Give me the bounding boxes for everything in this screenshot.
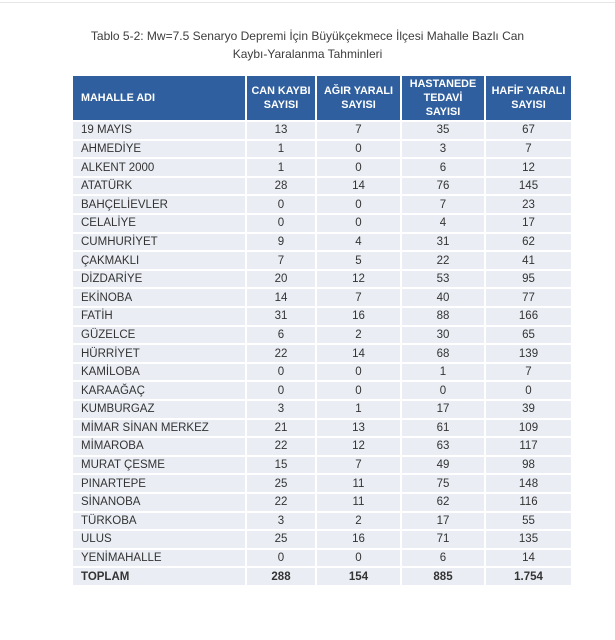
cell-value: 5 <box>317 252 400 269</box>
cell-value: 41 <box>486 252 571 269</box>
cell-value: 55 <box>486 513 571 530</box>
column-header: CAN KAYBI SAYISI <box>247 76 315 120</box>
cell-mahalle-adi: DİZDARİYE <box>73 271 245 288</box>
cell-value: 65 <box>486 327 571 344</box>
cell-mahalle-adi: YENİMAHALLE <box>73 550 245 567</box>
cell-value: 17 <box>402 401 484 418</box>
cell-mahalle-adi: ALKENT 2000 <box>73 159 245 176</box>
column-header: HASTANEDE TEDAVİ SAYISI <box>402 76 484 120</box>
cell-value: 0 <box>247 215 315 232</box>
cell-value: 116 <box>486 494 571 511</box>
cell-value: 6 <box>247 327 315 344</box>
cell-mahalle-adi: ULUS <box>73 531 245 548</box>
table-row <box>73 308 571 325</box>
table-row <box>73 196 571 213</box>
table-row <box>73 178 571 195</box>
table-header-row <box>73 76 571 120</box>
cell-value: 7 <box>317 457 400 474</box>
cell-value: 0 <box>317 382 400 399</box>
cell-mahalle-adi: TÜRKOBA <box>73 513 245 530</box>
cell-value: 1.754 <box>486 568 571 585</box>
cell-value: 0 <box>247 550 315 567</box>
cell-value: 3 <box>247 513 315 530</box>
table-row <box>73 364 571 381</box>
cell-value: 7 <box>317 289 400 306</box>
cell-value: 0 <box>247 364 315 381</box>
cell-value: 117 <box>486 438 571 455</box>
cell-value: 0 <box>486 382 571 399</box>
table-row <box>73 531 571 548</box>
cell-value: 4 <box>402 215 484 232</box>
cell-mahalle-adi: ÇAKMAKLI <box>73 252 245 269</box>
cell-mahalle-adi: CUMHURİYET <box>73 234 245 251</box>
cell-value: 0 <box>317 159 400 176</box>
cell-value: 17 <box>402 513 484 530</box>
cell-value: 135 <box>486 531 571 548</box>
cell-value: 22 <box>247 438 315 455</box>
cell-value: 2 <box>317 327 400 344</box>
cell-value: 67 <box>486 122 571 139</box>
page-top-border <box>0 2 615 3</box>
cell-value: 40 <box>402 289 484 306</box>
cell-value: 25 <box>247 475 315 492</box>
cell-mahalle-adi: HÜRRİYET <box>73 345 245 362</box>
column-header: HAFİF YARALI SAYISI <box>486 76 571 120</box>
cell-value: 71 <box>402 531 484 548</box>
cell-value: 7 <box>402 196 484 213</box>
cell-value: 12 <box>317 271 400 288</box>
cell-value: 17 <box>486 215 571 232</box>
table-row <box>73 457 571 474</box>
cell-value: 13 <box>247 122 315 139</box>
cell-value: 61 <box>402 420 484 437</box>
table-row <box>73 122 571 139</box>
cell-value: 0 <box>247 196 315 213</box>
cell-value: 88 <box>402 308 484 325</box>
cell-value: 154 <box>317 568 400 585</box>
casualty-table <box>71 74 573 587</box>
table-caption-line-1: Tablo 5-2: Mw=7.5 Senaryo Depremi İçin Büyükçekmece İlçesi Mahalle Bazlı Can <box>90 29 525 43</box>
cell-value: 148 <box>486 475 571 492</box>
cell-value: 22 <box>247 345 315 362</box>
cell-value: 15 <box>247 457 315 474</box>
cell-value: 7 <box>317 122 400 139</box>
cell-value: 1 <box>247 159 315 176</box>
cell-value: 12 <box>317 438 400 455</box>
cell-mahalle-adi: BAHÇELİEVLER <box>73 196 245 213</box>
cell-value: 13 <box>317 420 400 437</box>
cell-value: 22 <box>247 494 315 511</box>
cell-value: 0 <box>317 215 400 232</box>
cell-value: 2 <box>317 513 400 530</box>
table-row <box>73 382 571 399</box>
table-row <box>73 494 571 511</box>
cell-value: 16 <box>317 531 400 548</box>
cell-value: 16 <box>317 308 400 325</box>
cell-value: 30 <box>402 327 484 344</box>
cell-mahalle-adi: MURAT ÇESME <box>73 457 245 474</box>
table-body <box>73 122 571 585</box>
cell-value: 1 <box>247 141 315 158</box>
cell-value: 7 <box>247 252 315 269</box>
cell-value: 35 <box>402 122 484 139</box>
table-row <box>73 159 571 176</box>
cell-value: 3 <box>402 141 484 158</box>
cell-value: 4 <box>317 234 400 251</box>
cell-value: 25 <box>247 531 315 548</box>
cell-mahalle-adi: AHMEDİYE <box>73 141 245 158</box>
cell-value: 31 <box>247 308 315 325</box>
column-header: MAHALLE ADI <box>73 76 245 120</box>
table-row <box>73 215 571 232</box>
cell-value: 145 <box>486 178 571 195</box>
cell-mahalle-adi: ATATÜRK <box>73 178 245 195</box>
cell-mahalle-adi: SİNANOBA <box>73 494 245 511</box>
cell-value: 1 <box>317 401 400 418</box>
cell-value: 28 <box>247 178 315 195</box>
table-row <box>73 438 571 455</box>
cell-value: 77 <box>486 289 571 306</box>
table-row <box>73 401 571 418</box>
table-row <box>73 327 571 344</box>
table-row <box>73 271 571 288</box>
cell-value: 139 <box>486 345 571 362</box>
cell-value: 0 <box>317 550 400 567</box>
table-row <box>73 289 571 306</box>
cell-mahalle-adi: FATİH <box>73 308 245 325</box>
table-row <box>73 141 571 158</box>
cell-value: 14 <box>247 289 315 306</box>
casualty-table-container <box>71 74 567 587</box>
cell-value: 76 <box>402 178 484 195</box>
column-header: AĞIR YARALI SAYISI <box>317 76 400 120</box>
cell-value: 31 <box>402 234 484 251</box>
cell-value: 95 <box>486 271 571 288</box>
cell-value: 21 <box>247 420 315 437</box>
cell-value: 0 <box>317 141 400 158</box>
cell-mahalle-adi: KUMBURGAZ <box>73 401 245 418</box>
cell-value: 0 <box>317 196 400 213</box>
table-row <box>73 252 571 269</box>
table-row <box>73 345 571 362</box>
cell-value: 14 <box>317 345 400 362</box>
table-row <box>73 420 571 437</box>
cell-value: 0 <box>317 364 400 381</box>
total-row <box>73 568 571 585</box>
cell-value: 98 <box>486 457 571 474</box>
cell-value: 62 <box>402 494 484 511</box>
cell-value: 53 <box>402 271 484 288</box>
cell-value: 109 <box>486 420 571 437</box>
table-row <box>73 234 571 251</box>
cell-mahalle-adi: TOPLAM <box>73 568 245 585</box>
cell-value: 166 <box>486 308 571 325</box>
cell-value: 22 <box>402 252 484 269</box>
cell-value: 20 <box>247 271 315 288</box>
cell-value: 1 <box>402 364 484 381</box>
cell-mahalle-adi: KARAAĞAÇ <box>73 382 245 399</box>
cell-value: 11 <box>317 494 400 511</box>
table-caption-line-2: Kaybı-Yaralanma Tahminleri <box>232 47 383 61</box>
cell-value: 9 <box>247 234 315 251</box>
cell-value: 23 <box>486 196 571 213</box>
cell-mahalle-adi: KAMİLOBA <box>73 364 245 381</box>
cell-value: 3 <box>247 401 315 418</box>
cell-value: 14 <box>317 178 400 195</box>
table-caption <box>0 27 615 63</box>
cell-value: 11 <box>317 475 400 492</box>
cell-mahalle-adi: MİMAR SİNAN MERKEZ <box>73 420 245 437</box>
cell-value: 0 <box>247 382 315 399</box>
cell-mahalle-adi: CELALİYE <box>73 215 245 232</box>
cell-value: 12 <box>486 159 571 176</box>
cell-value: 6 <box>402 159 484 176</box>
cell-mahalle-adi: EKİNOBA <box>73 289 245 306</box>
cell-value: 885 <box>402 568 484 585</box>
cell-mahalle-adi: PINARTEPE <box>73 475 245 492</box>
cell-value: 6 <box>402 550 484 567</box>
cell-value: 62 <box>486 234 571 251</box>
cell-mahalle-adi: 19 MAYIS <box>73 122 245 139</box>
table-row <box>73 513 571 530</box>
cell-value: 7 <box>486 364 571 381</box>
cell-value: 49 <box>402 457 484 474</box>
cell-mahalle-adi: GÜZELCE <box>73 327 245 344</box>
cell-value: 14 <box>486 550 571 567</box>
cell-value: 68 <box>402 345 484 362</box>
cell-value: 39 <box>486 401 571 418</box>
cell-value: 288 <box>247 568 315 585</box>
cell-value: 0 <box>402 382 484 399</box>
table-row <box>73 550 571 567</box>
cell-value: 63 <box>402 438 484 455</box>
table-row <box>73 475 571 492</box>
cell-value: 7 <box>486 141 571 158</box>
cell-value: 75 <box>402 475 484 492</box>
cell-mahalle-adi: MİMAROBA <box>73 438 245 455</box>
